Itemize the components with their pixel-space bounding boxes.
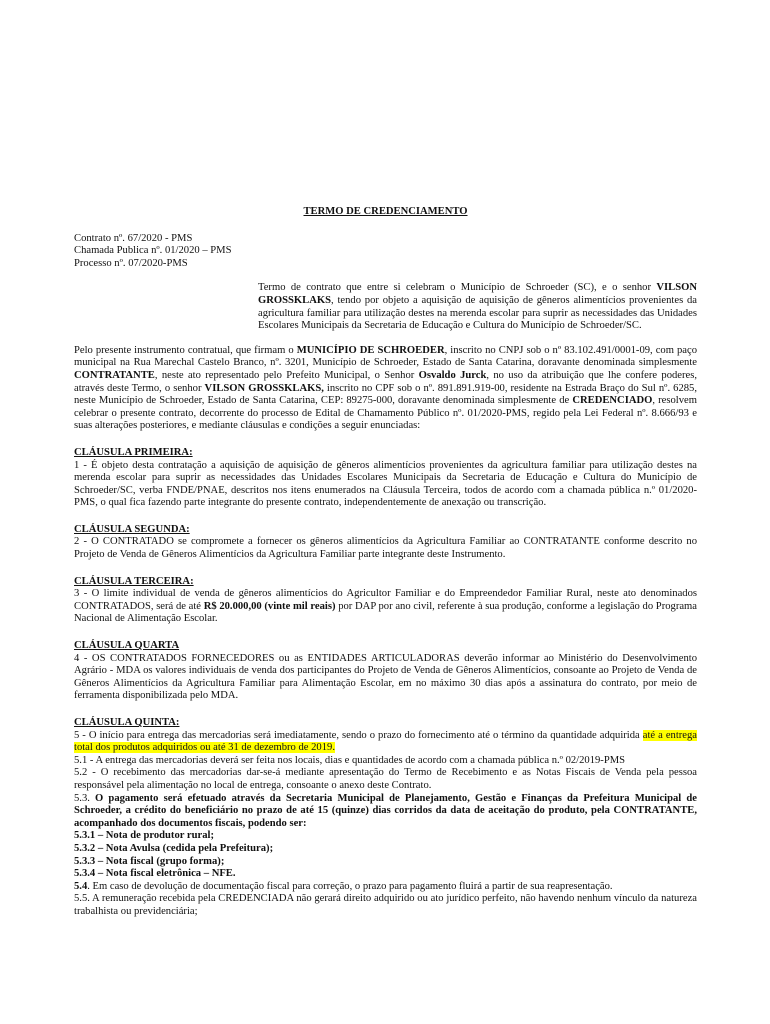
contractor-name: VILSON GROSSKLAKS xyxy=(258,282,697,306)
clause-fourth xyxy=(74,640,697,703)
summary-paragraph: Termo de contrato que entre si celebram o Município de Schroeder (SC), e o senhor VILSON GROSSKLAKS, tendo por objeto a aquisição de aquisição de gêneros alimentícios provenientes da agricultura familiar para utilização destes na merenda escolar para suprir as necessidades das Unidades Escolares Municipais da Secretaria de Educação e Cultura do Município de Schroeder/SC. xyxy=(258,282,697,332)
clause-fifth xyxy=(74,717,697,919)
clause-text: 4 - OS CONTRATADOS FORNECEDORES ou as ENTIDADES ARTICULADORAS deverão informar ao Ministério do Desenvolvimento Agrário - MDA os valores individuais de venda dos participantes do Projeto de Venda de Gêneros Alimentícios, consoante ao Projeto de Venda de Gêneros Alimentícios da Agricultura Familiar para Alimentação Escolar, em no máximo 30 dias após a assinatura do contrato, por meio de ferramenta disponibilizada pelo MDA. xyxy=(74,652,697,702)
clause-5-1: 5.1 - A entrega das mercadorias deverá ser feita nos locais, dias e quantidades de acordo com a chamada pública n.º 02/2019-PMS xyxy=(74,754,626,766)
public-call-number: Chamada Publica nº. 01/2020 – PMS xyxy=(74,245,232,257)
clause-third xyxy=(74,576,697,626)
clause-heading: CLÁUSULA PRIMEIRA: xyxy=(74,446,193,458)
document-title: TERMO DE CREDENCIAMENTO xyxy=(303,206,468,217)
process-number: Processo nº. 07/2020-PMS xyxy=(74,257,188,269)
clause-5-3-4: 5.3.4 – Nota fiscal eletrônica – NFE. xyxy=(74,868,236,880)
clause-5-2: 5.2 - O recebimento das mercadorias dar-se-á mediante apresentação do Termo de Recebimento e as Notas Fiscais de Venda pela pessoa responsável pela alimentação no local de entrega, consoante o anexo deste Contrato. xyxy=(74,767,697,791)
clause-5-3-2: 5.3.2 – Nota Avulsa (cedida pela Prefeitura); xyxy=(74,842,274,854)
clause-5-3: 5.3. O pagamento será efetuado através da Secretaria Municipal de Planejamento, Gestão e Finanças da Prefeitura Municipal de Schroeder, a crédito do beneficiário no prazo de até 15 (quinze) dias corridos da data de aceitação do produto, pela CONTRATANTE, acompanhado dos documentos fiscais, podendo ser: xyxy=(74,792,697,829)
document-body xyxy=(74,206,697,919)
intro-paragraph: Pelo presente instrumento contratual, que firmam o MUNICÍPIO DE SCHROEDER, inscrito no CNPJ sob o nº 83.102.491/0001-09, com paço municipal na Rua Marechal Castelo Branco, nº. 3201, Município de Schroeder, Estado de Santa Catarina, doravante denominada simplesmente CONTRATANTE, neste ato representado pelo Prefeito Municipal, o Senhor Osvaldo Jurck, no uso da atribuição que lhe confere poderes, através deste Termo, o senhor VILSON GROSSKLAKS, inscrito no CPF sob o nº. 891.891.919-00, residente na Estrada Braço do Sul nº. 6285, neste Município de Schroeder, Estado de Santa Catarina, CEP: 89275-000, doravante denominada simplesmente de CREDENCIADO, resolvem celebrar o presente contrato, decorrente do processo de Edital de Chamamento Público nº. 01/2020-PMS, regido pela Lei Federal nº. 8.666/93 e suas alterações posteriores, e mediante cláusulas e condições a seguir enunciadas: xyxy=(74,344,698,432)
clause-text: 2 - O CONTRATADO se compromete a fornecer os gêneros alimentícios da Agricultura Familiar ao CONTRATANTE conforme descrito no Projeto de Venda de Gêneros Alimentícios da Agricultura Familiar parte integrante deste Instrumento. xyxy=(74,536,697,561)
clause-heading: CLÁUSULA SEGUNDA: xyxy=(74,523,190,535)
contract-meta xyxy=(74,233,697,271)
clause-heading: CLÁUSULA QUINTA: xyxy=(74,717,180,728)
clause-text: 1 - É objeto desta contratação a aquisição de aquisição de gêneros alimentícios provenientes da agricultura familiar para utilização destes na merenda escolar para suprir as necessidades das Unidades Escolares Municipais da Secretaria de Educação e Cultura do Município de Schroeder/SC, verba FNDE/PNAE, descritos nos itens enumerados na Cláusula Terceira, todos de acordo com a chamada pública n.º 01/2020-PMS, o qual fica fazendo parte integrante do presente contrato, independentemente de anexação ou transcrição. xyxy=(74,459,697,509)
clause-second xyxy=(74,524,697,562)
clause-heading: CLÁUSULA QUARTA xyxy=(74,640,180,652)
highlighted-text: até a entrega total dos produtos adquiridos ou até 31 de dezembro de 2019. xyxy=(74,729,697,754)
clause-5-5: 5.5. A remuneração recebida pela CREDENCIADA não gerará direito adquirido ou ato jurídico perfeito, não havendo nenhum vínculo da natureza trabalhista ou previdenciária; xyxy=(74,893,697,917)
contract-summary xyxy=(258,282,697,332)
clause-5-3-1: 5.3.1 – Nota de produtor rural; xyxy=(74,830,214,842)
clause-5-3-3: 5.3.3 – Nota fiscal (grupo forma); xyxy=(74,855,225,867)
clause-first xyxy=(74,447,697,510)
clause-5-4: 5.4. Em caso de devolução de documentação fiscal para correção, o prazo para pagamento fluirá a partir de sua reapresentação. xyxy=(74,880,613,892)
clause-5-text: 5 - O início para entrega das mercadorias será imediatamente, sendo o prazo do fornecimento até o término da quantidade adquirida até a entrega total dos produtos adquiridos ou até 31 de dezembro de 2019. xyxy=(74,729,697,754)
clause-heading: CLÁUSULA TERCEIRA: xyxy=(74,575,194,587)
clause-text: 3 - O limite individual de venda de gêneros alimentícios do Agricultor Familiar e do Empreendedor Familiar Rural, neste ato denominados CONTRATADOS, será de até R$ 20.000,00 (vinte mil reais) por DAP por ano civil, referente à sua produção, conforme a legislação do Programa Nacional de Alimentação Escolar. xyxy=(74,588,697,625)
intro-section xyxy=(74,345,697,433)
contract-number: Contrato nº. 67/2020 - PMS xyxy=(74,232,193,244)
